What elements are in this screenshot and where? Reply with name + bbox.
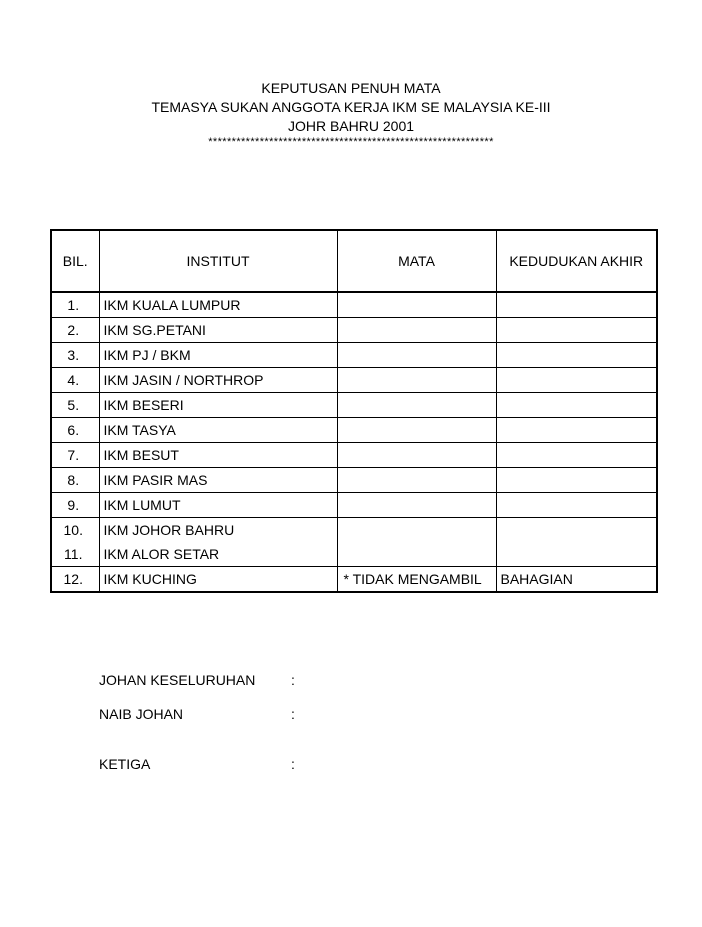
row-mata	[337, 418, 496, 443]
header-title: KEPUTUSAN PENUH MATA	[261, 80, 441, 96]
row-kedudukan: BAHAGIAN	[496, 567, 657, 593]
row-mata	[337, 518, 496, 543]
row-institut: IKM JOHOR BAHRU	[99, 518, 337, 543]
row-institut: IKM PASIR MAS	[99, 468, 337, 493]
row-number: 7.	[51, 443, 99, 468]
row-number: 5.	[51, 393, 99, 418]
row-institut: IKM BESUT	[99, 443, 337, 468]
row-mata	[337, 343, 496, 368]
row-mata	[337, 468, 496, 493]
row-number: 3.	[51, 343, 99, 368]
column-header-institut: INSTITUT	[99, 230, 337, 292]
column-header-kedudukan: KEDUDUKAN AKHIR	[496, 230, 657, 292]
column-header-bil: BIL.	[51, 230, 99, 292]
table-row	[51, 368, 657, 393]
table-header-row	[51, 230, 657, 292]
summary-ketiga	[99, 756, 295, 772]
row-kedudukan	[496, 393, 657, 418]
row-number: 11.	[51, 542, 99, 567]
table-row	[51, 318, 657, 343]
row-institut: IKM TASYA	[99, 418, 337, 443]
row-kedudukan	[496, 493, 657, 518]
row-kedudukan	[496, 418, 657, 443]
table-row	[51, 468, 657, 493]
ketiga-label: KETIGA	[99, 756, 151, 772]
row-kedudukan	[496, 443, 657, 468]
row-mata	[337, 443, 496, 468]
table-row	[51, 443, 657, 468]
johan-colon: :	[291, 672, 295, 688]
header-divider: *************************************************************	[208, 136, 494, 148]
row-institut: IKM KUCHING	[99, 567, 337, 593]
document-header	[0, 79, 702, 148]
row-kedudukan	[496, 542, 657, 567]
row-number: 8.	[51, 468, 99, 493]
naib-johan-colon: :	[291, 706, 295, 722]
row-number: 1.	[51, 292, 99, 318]
summary-naib-johan	[99, 706, 295, 722]
table-row	[51, 518, 657, 543]
header-venue-year: JOHR BAHRU 2001	[287, 118, 415, 134]
row-kedudukan	[496, 518, 657, 543]
row-number: 2.	[51, 318, 99, 343]
summary-johan	[99, 672, 295, 688]
row-mata	[337, 318, 496, 343]
johan-label: JOHAN KESELURUHAN	[99, 672, 256, 688]
row-kedudukan	[496, 318, 657, 343]
table-row	[51, 493, 657, 518]
row-number: 9.	[51, 493, 99, 518]
row-institut: IKM PJ / BKM	[99, 343, 337, 368]
row-mata: * TIDAK MENGAMBIL	[337, 567, 496, 593]
row-mata	[337, 292, 496, 318]
table-row	[51, 567, 657, 593]
table-row	[51, 542, 657, 567]
row-number: 6.	[51, 418, 99, 443]
results-table	[50, 229, 658, 593]
row-institut: IKM LUMUT	[99, 493, 337, 518]
row-mata	[337, 393, 496, 418]
table-row	[51, 418, 657, 443]
row-institut: IKM BESERI	[99, 393, 337, 418]
row-institut: IKM SG.PETANI	[99, 318, 337, 343]
header-event: TEMASYA SUKAN ANGGOTA KERJA IKM SE MALAYSIA KE-III	[151, 99, 551, 115]
row-number: 12.	[51, 567, 99, 593]
row-mata	[337, 542, 496, 567]
table-row	[51, 393, 657, 418]
row-kedudukan	[496, 343, 657, 368]
row-mata	[337, 493, 496, 518]
row-number: 10.	[51, 518, 99, 543]
naib-johan-label: NAIB JOHAN	[99, 706, 184, 722]
row-institut: IKM JASIN / NORTHROP	[99, 368, 337, 393]
column-header-mata: MATA	[337, 230, 496, 292]
row-kedudukan	[496, 468, 657, 493]
row-institut: IKM KUALA LUMPUR	[99, 292, 337, 318]
row-number: 4.	[51, 368, 99, 393]
table-row	[51, 343, 657, 368]
row-mata	[337, 368, 496, 393]
row-institut: IKM ALOR SETAR	[99, 542, 337, 567]
table-row	[51, 292, 657, 318]
row-kedudukan	[496, 292, 657, 318]
ketiga-colon: :	[291, 756, 295, 772]
row-kedudukan	[496, 368, 657, 393]
